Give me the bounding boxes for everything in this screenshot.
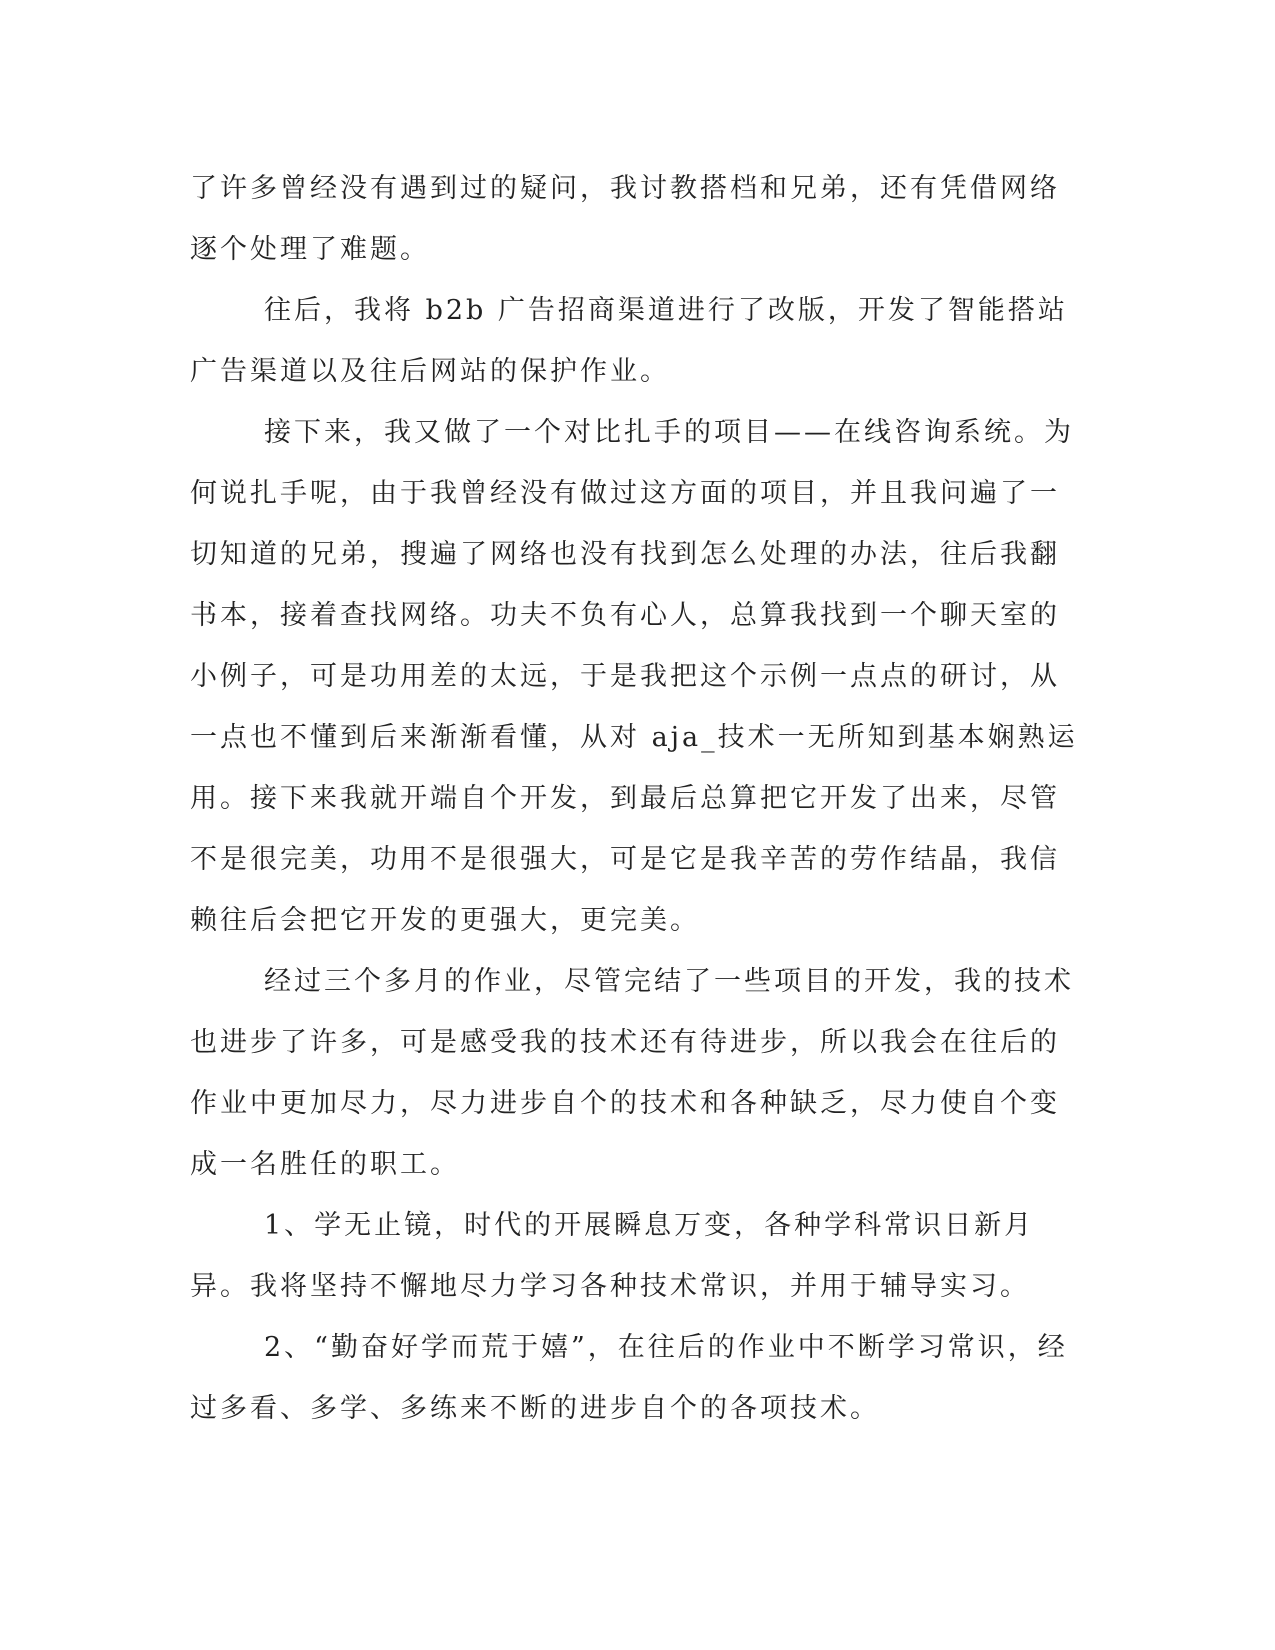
paragraph-online-consulting-system: 接下来，我又做了一个对比扎手的项目——在线咨询系统。为何说扎手呢，由于我曾经没有做过这方面的项目，并且我问遍了一切知道的兄弟，搜遍了网络也没有找到怎么处理的办法，往后我翻书本，接着查找网络。功夫不负有心人，总算我找到一个聊天室的小例子，可是功用差的太远，于是我把这个示例一点点的研讨，从一点也不懂到后来渐渐看懂，从对 aja_技术一无所知到基本娴熟运用。接下来我就开端自个开发，到最后总算把它开发了出来，尽管不是很完美，功用不是很强大，可是它是我辛苦的劳作结晶，我信赖往后会把它开发的更强大，更完美。	[190, 417, 1078, 936]
paragraph-item-1: 1、学无止镜，时代的开展瞬息万变，各种学科常识日新月异。我将坚持不懈地尽力学习各种技术常识，并用于辅导实习。	[190, 1210, 1035, 1302]
document-body	[190, 158, 1085, 1439]
paragraph-b2b-redesign: 往后，我将 b2b 广告招商渠道进行了改版，开发了智能搭站广告渠道以及往后网站的保护作业。	[190, 295, 1068, 387]
paragraph-continuation: 了许多曾经没有遇到过的疑问，我讨教搭档和兄弟，还有凭借网络逐个处理了难题。	[190, 173, 1060, 265]
paragraph-item-2: 2、“勤奋好学而荒于嬉”，在往后的作业中不断学习常识，经过多看、多学、多练来不断的进步自个的各项技术。	[190, 1332, 1068, 1424]
paragraph-three-months-summary: 经过三个多月的作业，尽管完结了一些项目的开发，我的技术也进步了许多，可是感受我的技术还有待进步，所以我会在往后的作业中更加尽力，尽力进步自个的技术和各种缺乏，尽力使自个变成一名胜任的职工。	[190, 966, 1074, 1180]
